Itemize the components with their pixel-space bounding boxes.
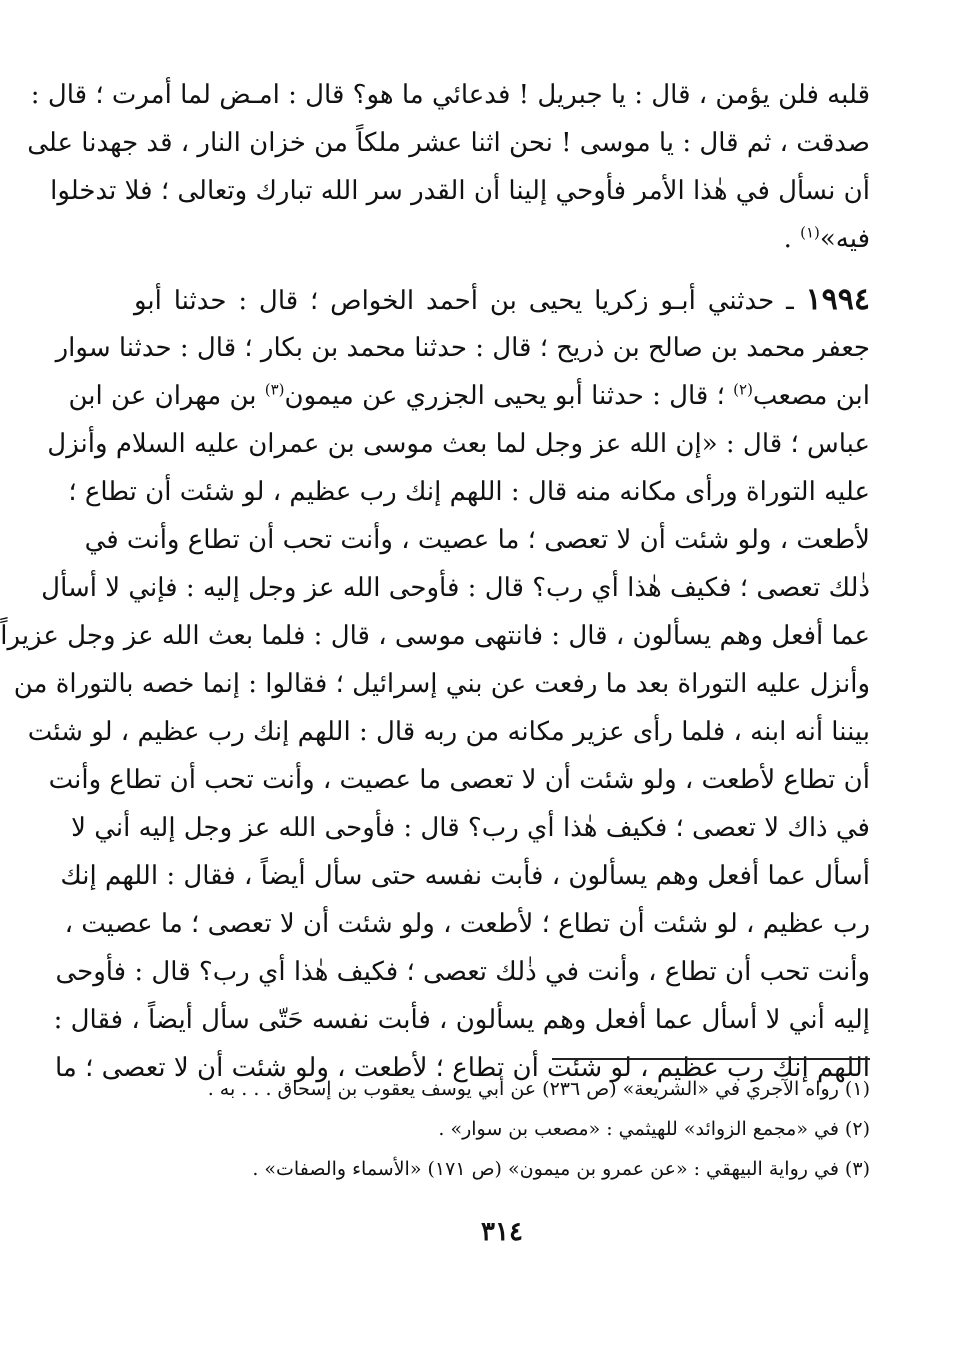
text-line: عليه التوراة ورأى مكانه منه قال : اللهم إنك رب عظيم ، لو شئت أن تطاع ؛ xyxy=(68,477,870,507)
hadith-number: ١٩٩٤ xyxy=(805,282,870,317)
text-line xyxy=(134,216,870,262)
text-fragment: ابن مصعب xyxy=(752,381,870,411)
text-fragment: ـ حدثني أبـو زكريا يحيى بن أحمد الخواص ؛ قال : حدثنا أبو xyxy=(134,286,806,316)
text-line: في ذاك لا تعصى ؛ فكيف هٰذا أي رب؟ قال : فأوحى الله عز وجل إليه أني لا xyxy=(71,813,870,843)
text-line: رب عظيم ، لو شئت أن تطاع ؛ لأطعت ، ولو شئت أن لا تعصى ؛ ما عصيت ، xyxy=(64,909,870,939)
footnote-ref: (١) xyxy=(800,223,820,242)
footnote-2: (٢) في «مجمع الزوائد» للهيثمي : «مصعب بن سوار» . xyxy=(438,1118,870,1140)
text-line: أن نسأل في هٰذا الأمر فأوحي إلينا أن القدر سر الله تبارك وتعالى ؛ فلا تدخلوا xyxy=(50,176,870,206)
text-line: لأطعت ، ولو شئت أن لا تعصى ؛ ما عصيت ، وأنت تحب أن تطاع وأنت في xyxy=(84,525,870,555)
text-line: صدقت ، ثم قال : يا موسى ! نحن اثنا عشر ملكاً من خزان النار ، قد جهدنا على xyxy=(27,128,870,158)
text-line: قلبه فلن يؤمن ، قال : يا جبريل ! فدعائي ما هو؟ قال : امـض لما أمرت ؛ قال : xyxy=(30,80,870,110)
footnote-1: (١) رواه الآجري في «الشريعة» (ص ٢٣٦) عن أبي يوسف يعقوب بن إسحاق . . . به . xyxy=(207,1078,870,1100)
text-line: عما أفعل وهم يسألون ، قال : فانتهى موسى ، قال : فلما بعث الله عز وجل عزيراً xyxy=(0,621,870,651)
text-fragment: فيه» xyxy=(819,224,870,254)
footnote-ref: (٢) xyxy=(733,380,753,399)
page-number: ٣١٤ xyxy=(481,1217,523,1247)
footnote-divider xyxy=(552,1058,870,1060)
book-page xyxy=(0,72,870,1302)
text-line: اللهم إنك رب عظيم ، لو شئت أن تطاع ؛ لأطعت ، ولو شئت أن لا تعصى ؛ ما xyxy=(54,1053,870,1083)
footnote-3: (٣) في رواية البيهقي : «عن عمرو بن ميمون» (ص ١٧١) «الأسماء والصفات» . xyxy=(252,1158,870,1180)
text-line: أسأل عما أفعل وهم يسألون ، فأبت نفسه حتى سأل أيضاً ، فقال : اللهم إنك xyxy=(60,861,870,891)
text-line: عباس ؛ قال : «إن الله عز وجل لما بعث موسى بن عمران عليه السلام وأنزل xyxy=(47,429,870,459)
text-line: ذٰلك تعصى ؛ فكيف هٰذا أي رب؟ قال : فأوحى الله عز وجل إليه : فإني لا أسأل xyxy=(41,573,870,603)
text-line: بيننا أنه ابنه ، فلما رأى عزير مكانه من ربه قال : اللهم إنك رب عظيم ، لو شئت xyxy=(27,717,870,747)
text-line: إليه أني لا أسأل عما أفعل وهم يسألون ، فأبت نفسه حَتّى سأل أيضاً ، فقال : xyxy=(53,1005,870,1035)
text-line: وأنزل عليه التوراة بعد ما رفعت عن بني إسرائيل ؛ فقالوا : إنما خصه بالتوراة من xyxy=(13,669,870,699)
text-fragment: . xyxy=(783,224,801,254)
footnote-ref: (٣) xyxy=(264,380,285,399)
text-line: وأنت تحب أن تطاع ، وأنت في ذٰلك تعصى ؛ فكيف هٰذا أي رب؟ قال : فأوحى xyxy=(55,957,870,987)
text-line: أن تطاع لأطعت ، ولو شئت أن لا تعصى ما عصيت ، وأنت تحب أن تطاع وأنت xyxy=(48,765,870,795)
text-fragment: ؛ قال : حدثنا أبو يحيى الجزري عن ميمون xyxy=(284,381,734,411)
text-line: جعفر محمد بن صالح بن ذريح ؛ قال : حدثنا محمد بن بكار ؛ قال : حدثنا سوار xyxy=(55,333,870,363)
hadith-heading-line xyxy=(134,277,870,323)
text-fragment: بن مهران عن ابن xyxy=(68,381,265,411)
text-line xyxy=(68,373,870,419)
